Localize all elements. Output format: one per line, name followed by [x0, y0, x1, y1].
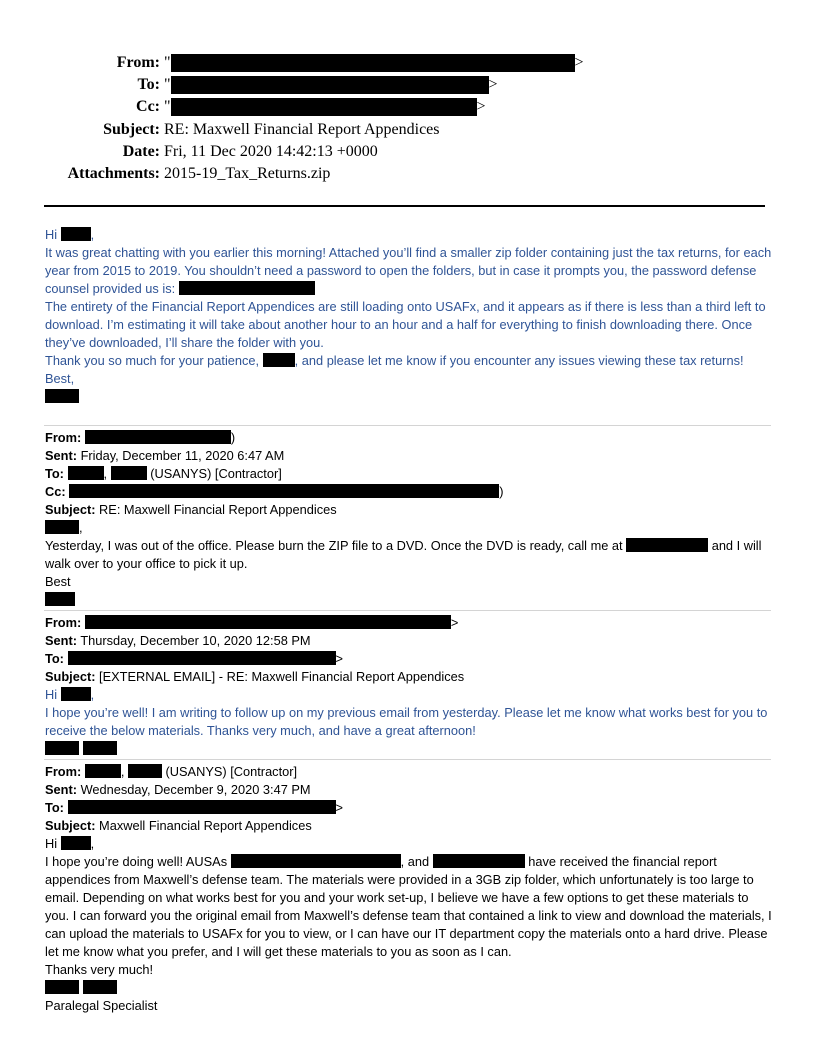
redaction	[111, 466, 147, 480]
redaction	[171, 76, 489, 94]
message-3-body: I hope you’re well! I am writing to follow up on my previous email from yesterday. Please let me know what works best for you to receive the below materials. Thanks very much, and have a great afternoon!	[45, 705, 768, 738]
message-2-greeting: ,	[45, 519, 773, 537]
redaction	[171, 54, 575, 72]
message-2-cc: Cc: )	[45, 484, 504, 499]
message-1-paragraph-1: It was great chatting with you earlier this morning! Attached you’ll find a smaller zip folder containing just the tax returns, for each year from 2015 to 2019. You shouldn’t need a password to open the folders, but in case it prompts you, the password defense counsel provided us is:	[45, 245, 772, 296]
message-2-subject: Subject: RE: Maxwell Financial Report Appendices	[45, 502, 337, 517]
header-attachments-label: Attachments:	[67, 164, 160, 182]
message-3-greeting: Hi ,	[45, 687, 95, 702]
message-1-paragraph-2: The entirety of the Financial Report Appendices are still loading onto USAFx, and it appears as if there is less than a third left to download. I’m estimating it will take about another hour to an hour and a half for everything to finish downloading there. Once they’ve downloaded, I’ll share the folder with you.	[45, 299, 766, 350]
header-to-row	[40, 74, 600, 96]
header-subject-label: Subject:	[103, 120, 160, 138]
redaction	[68, 466, 104, 480]
email-header	[40, 52, 600, 185]
redaction	[61, 836, 91, 850]
redaction	[171, 98, 477, 116]
header-to-quote: "	[164, 76, 171, 94]
redaction	[45, 592, 75, 606]
message-2-from: From: )	[45, 430, 236, 445]
message-4-signature	[45, 979, 773, 997]
redaction	[85, 615, 451, 629]
header-date-value: Fri, 11 Dec 2020 14:42:13 +0000	[164, 142, 378, 160]
redaction	[45, 741, 79, 755]
message-4-to: To: >	[45, 800, 343, 815]
message-3-signature	[45, 740, 773, 758]
header-divider	[44, 205, 765, 207]
header-date-row	[40, 141, 600, 163]
message-4	[45, 763, 773, 1015]
message-3-content	[45, 686, 773, 758]
header-from-quote: "	[164, 54, 171, 72]
redaction	[69, 484, 499, 498]
header-cc-row	[40, 96, 600, 118]
header-attachments-row	[40, 163, 600, 185]
header-from-row	[40, 52, 600, 74]
header-from-label: From:	[116, 54, 160, 71]
redaction	[61, 687, 91, 701]
message-3-from: From: >	[45, 615, 459, 630]
message-3	[45, 614, 773, 758]
redaction	[68, 800, 336, 814]
message-1-signature	[45, 388, 773, 406]
header-subject-value: RE: Maxwell Financial Report Appendices	[164, 120, 440, 138]
header-from-suffix: >	[574, 54, 584, 72]
header-cc-suffix: >	[476, 98, 486, 116]
message-2-sent: Sent: Friday, December 11, 2020 6:47 AM	[45, 448, 285, 463]
redaction	[85, 430, 231, 444]
redaction	[231, 854, 401, 868]
redaction	[83, 980, 117, 994]
message-4-subject: Subject: Maxwell Financial Report Appendices	[45, 818, 312, 833]
header-subject-row	[40, 119, 600, 141]
message-1-paragraph-3: Thank you so much for your patience, , and please let me know if you encounter any issues viewing these tax returns!	[45, 353, 744, 368]
redaction	[68, 651, 336, 665]
message-3-to: To: >	[45, 651, 343, 666]
message-4-body: I hope you’re doing well! AUSAs , and have received the financial report appendices from Maxwell’s defense team. The materials were provided in a 3GB zip folder, which unfortunately is too large to email. Depending on what works best for you and your work set-up, I believe we have a few options to get these materials to you. I can forward you the original email from Maxwell’s defense team that contained a link to view and download the materials, I can upload the materials to USAFx for you to view, or I can have our IT department copy the materials onto a hard drive. Please let me know what you prefer, and I will get these materials to you as soon as I can.	[45, 854, 772, 959]
message-4-from: From: , (USANYS) [Contractor]	[45, 764, 298, 779]
redaction	[433, 854, 525, 868]
redaction	[45, 980, 79, 994]
message-2-body: Yesterday, I was out of the office. Please burn the ZIP file to a DVD. Once the DVD is ready, call me at and I will walk over to your office to pick it up.	[45, 538, 762, 571]
redaction	[45, 389, 79, 403]
attachment-link[interactable]: 2015-19_Tax_Returns.zip	[164, 165, 331, 183]
message-4-sent: Sent: Wednesday, December 9, 2020 3:47 PM	[45, 782, 311, 797]
redaction	[61, 227, 91, 241]
message-4-signature-title: Paralegal Specialist	[45, 998, 158, 1013]
message-2-closing: Best	[45, 574, 71, 589]
redaction	[626, 538, 708, 552]
header-cc-quote: "	[164, 98, 171, 116]
message-separator	[44, 759, 771, 760]
header-to-suffix: >	[488, 76, 498, 94]
redaction	[45, 520, 79, 534]
redaction	[83, 741, 117, 755]
message-2-to: To: , (USANYS) [Contractor]	[45, 466, 282, 481]
redaction	[85, 764, 121, 778]
message-3-sent: Sent: Thursday, December 10, 2020 12:58 PM	[45, 633, 311, 648]
message-separator	[44, 425, 771, 426]
header-to-label: To:	[137, 76, 160, 94]
message-2-signature	[45, 591, 773, 609]
redaction	[179, 281, 315, 295]
redaction	[128, 764, 162, 778]
message-4-greeting: Hi ,	[45, 836, 95, 851]
header-cc-label: Cc:	[136, 98, 160, 116]
message-4-thanks: Thanks very much!	[45, 962, 154, 977]
message-3-subject: Subject: [EXTERNAL EMAIL] - RE: Maxwell Financial Report Appendices	[45, 669, 465, 684]
message-separator	[44, 610, 771, 611]
header-date-label: Date:	[122, 142, 160, 160]
message-2	[45, 429, 773, 609]
redaction	[263, 353, 295, 367]
message-1-closing: Best,	[45, 371, 75, 386]
message-1-greeting: Hi ,	[45, 227, 95, 242]
message-1-body	[45, 226, 773, 406]
